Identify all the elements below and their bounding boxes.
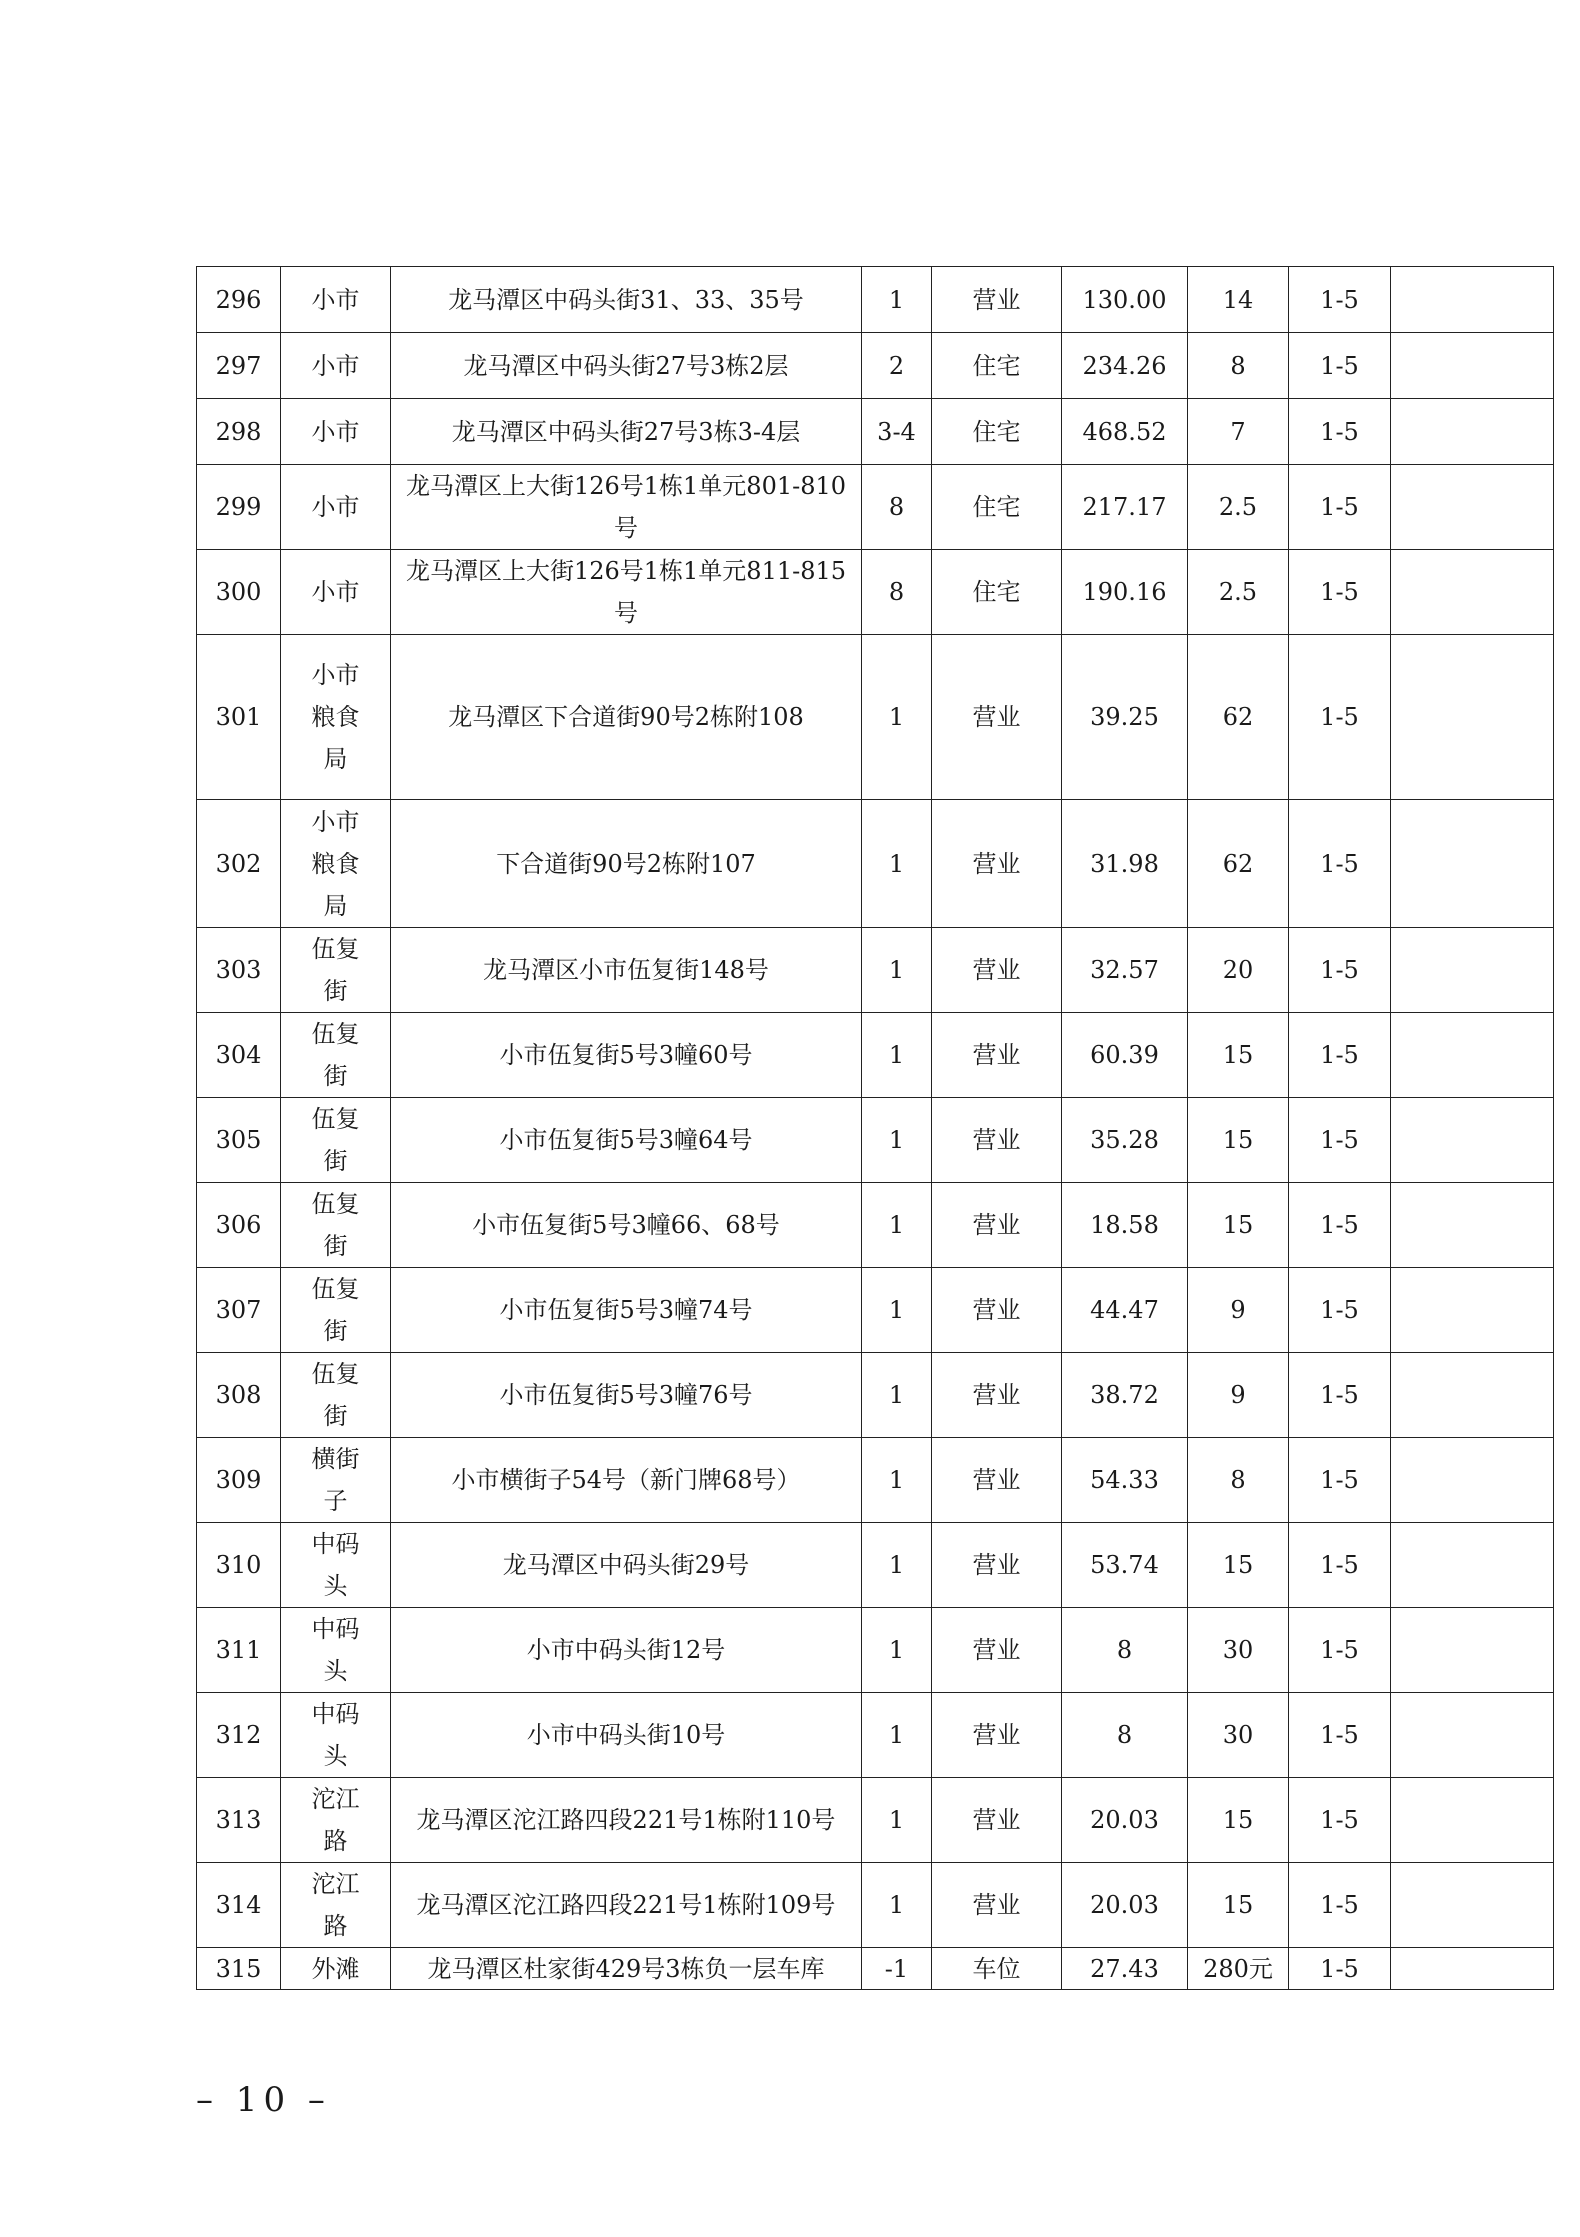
note-cell: [1391, 1863, 1554, 1948]
term-cell: 1-5: [1289, 1608, 1391, 1693]
address-cell: 小市伍复街5号3幢74号: [391, 1268, 862, 1353]
use-cell: 营业: [932, 1608, 1062, 1693]
size-cell: 39.25: [1062, 635, 1188, 800]
serial-cell: 311: [197, 1608, 281, 1693]
serial-cell: 304: [197, 1013, 281, 1098]
price-cell: 15: [1188, 1013, 1289, 1098]
term-cell: 1-5: [1289, 1013, 1391, 1098]
size-cell: 18.58: [1062, 1183, 1188, 1268]
area-cell: 小市: [281, 399, 391, 465]
floor-cell: 1: [862, 1353, 932, 1438]
serial-cell: 310: [197, 1523, 281, 1608]
area-cell: 小市: [281, 333, 391, 399]
note-cell: [1391, 1438, 1554, 1523]
note-cell: [1391, 333, 1554, 399]
table-row: [197, 1608, 1554, 1693]
note-cell: [1391, 1523, 1554, 1608]
use-cell: 营业: [932, 1183, 1062, 1268]
price-cell: 280元: [1188, 1948, 1289, 1990]
floor-cell: 1: [862, 1098, 932, 1183]
floor-cell: 1: [862, 1863, 932, 1948]
floor-cell: 2: [862, 333, 932, 399]
address-cell: 龙马潭区中码头街27号3栋3-4层: [391, 399, 862, 465]
floor-cell: 8: [862, 550, 932, 635]
page-number: – 10 –: [196, 2080, 331, 2120]
size-cell: 54.33: [1062, 1438, 1188, 1523]
serial-cell: 308: [197, 1353, 281, 1438]
floor-cell: 1: [862, 800, 932, 928]
use-cell: 营业: [932, 800, 1062, 928]
term-cell: 1-5: [1289, 1863, 1391, 1948]
use-cell: 营业: [932, 1863, 1062, 1948]
size-cell: 35.28: [1062, 1098, 1188, 1183]
area-cell: 沱江路: [281, 1863, 391, 1948]
term-cell: 1-5: [1289, 1098, 1391, 1183]
use-cell: 住宅: [932, 399, 1062, 465]
serial-cell: 306: [197, 1183, 281, 1268]
serial-cell: 299: [197, 465, 281, 550]
area-cell: 小市粮食局: [281, 800, 391, 928]
note-cell: [1391, 1183, 1554, 1268]
price-cell: 8: [1188, 1438, 1289, 1523]
note-cell: [1391, 550, 1554, 635]
table-row: [197, 267, 1554, 333]
address-cell: 龙马潭区中码头街29号: [391, 1523, 862, 1608]
table-row: [197, 1523, 1554, 1608]
price-cell: 15: [1188, 1863, 1289, 1948]
table-row: [197, 1098, 1554, 1183]
size-cell: 130.00: [1062, 267, 1188, 333]
term-cell: 1-5: [1289, 1523, 1391, 1608]
table-row: [197, 800, 1554, 928]
serial-cell: 315: [197, 1948, 281, 1990]
address-cell: 龙马潭区中码头街27号3栋2层: [391, 333, 862, 399]
price-cell: 14: [1188, 267, 1289, 333]
price-cell: 2.5: [1188, 550, 1289, 635]
use-cell: 住宅: [932, 333, 1062, 399]
area-cell: 伍复街: [281, 928, 391, 1013]
area-cell: 伍复街: [281, 1098, 391, 1183]
size-cell: 190.16: [1062, 550, 1188, 635]
price-cell: 62: [1188, 800, 1289, 928]
serial-cell: 303: [197, 928, 281, 1013]
address-cell: 下合道街90号2栋附107: [391, 800, 862, 928]
property-table: [196, 266, 1554, 1990]
serial-cell: 309: [197, 1438, 281, 1523]
note-cell: [1391, 928, 1554, 1013]
size-cell: 8: [1062, 1693, 1188, 1778]
size-cell: 468.52: [1062, 399, 1188, 465]
size-cell: 44.47: [1062, 1268, 1188, 1353]
floor-cell: 1: [862, 635, 932, 800]
term-cell: 1-5: [1289, 550, 1391, 635]
price-cell: 7: [1188, 399, 1289, 465]
size-cell: 32.57: [1062, 928, 1188, 1013]
term-cell: 1-5: [1289, 800, 1391, 928]
table-row: [197, 333, 1554, 399]
area-cell: 小市粮食局: [281, 635, 391, 800]
use-cell: 营业: [932, 1438, 1062, 1523]
use-cell: 营业: [932, 1693, 1062, 1778]
area-cell: 外滩: [281, 1948, 391, 1990]
address-cell: 龙马潭区上大街126号1栋1单元811-815号: [391, 550, 862, 635]
size-cell: 234.26: [1062, 333, 1188, 399]
note-cell: [1391, 1778, 1554, 1863]
price-cell: 20: [1188, 928, 1289, 1013]
serial-cell: 307: [197, 1268, 281, 1353]
use-cell: 营业: [932, 1098, 1062, 1183]
price-cell: 15: [1188, 1098, 1289, 1183]
table-row: [197, 1268, 1554, 1353]
table-row: [197, 399, 1554, 465]
note-cell: [1391, 1098, 1554, 1183]
area-cell: 伍复街: [281, 1353, 391, 1438]
use-cell: 营业: [932, 267, 1062, 333]
area-cell: 沱江路: [281, 1778, 391, 1863]
term-cell: 1-5: [1289, 1268, 1391, 1353]
note-cell: [1391, 1948, 1554, 1990]
area-cell: 中码头: [281, 1523, 391, 1608]
area-cell: 横街子: [281, 1438, 391, 1523]
table-row: [197, 1353, 1554, 1438]
size-cell: 60.39: [1062, 1013, 1188, 1098]
note-cell: [1391, 1268, 1554, 1353]
use-cell: 住宅: [932, 550, 1062, 635]
size-cell: 217.17: [1062, 465, 1188, 550]
use-cell: 营业: [932, 1353, 1062, 1438]
size-cell: 38.72: [1062, 1353, 1188, 1438]
term-cell: 1-5: [1289, 1948, 1391, 1990]
table-row: [197, 1013, 1554, 1098]
address-cell: 小市横街子54号（新门牌68号）: [391, 1438, 862, 1523]
price-cell: 15: [1188, 1183, 1289, 1268]
address-cell: 龙马潭区中码头街31、33、35号: [391, 267, 862, 333]
price-cell: 30: [1188, 1608, 1289, 1693]
table-row: [197, 1948, 1554, 1990]
floor-cell: 1: [862, 1778, 932, 1863]
price-cell: 2.5: [1188, 465, 1289, 550]
table-body: [197, 267, 1554, 1990]
table-row: [197, 928, 1554, 1013]
floor-cell: 1: [862, 267, 932, 333]
floor-cell: 1: [862, 1608, 932, 1693]
use-cell: 营业: [932, 928, 1062, 1013]
term-cell: 1-5: [1289, 267, 1391, 333]
address-cell: 小市伍复街5号3幢64号: [391, 1098, 862, 1183]
table-row: [197, 1693, 1554, 1778]
use-cell: 住宅: [932, 465, 1062, 550]
size-cell: 8: [1062, 1608, 1188, 1693]
size-cell: 20.03: [1062, 1863, 1188, 1948]
term-cell: 1-5: [1289, 1778, 1391, 1863]
price-cell: 15: [1188, 1778, 1289, 1863]
address-cell: 龙马潭区沱江路四段221号1栋附110号: [391, 1778, 862, 1863]
area-cell: 伍复街: [281, 1183, 391, 1268]
address-cell: 小市伍复街5号3幢60号: [391, 1013, 862, 1098]
address-cell: 小市伍复街5号3幢76号: [391, 1353, 862, 1438]
area-cell: 伍复街: [281, 1268, 391, 1353]
table-row: [197, 1438, 1554, 1523]
use-cell: 营业: [932, 1523, 1062, 1608]
note-cell: [1391, 1353, 1554, 1438]
floor-cell: 1: [862, 1183, 932, 1268]
area-cell: 伍复街: [281, 1013, 391, 1098]
address-cell: 小市中码头街12号: [391, 1608, 862, 1693]
price-cell: 30: [1188, 1693, 1289, 1778]
address-cell: 小市中码头街10号: [391, 1693, 862, 1778]
floor-cell: 8: [862, 465, 932, 550]
term-cell: 1-5: [1289, 465, 1391, 550]
size-cell: 27.43: [1062, 1948, 1188, 1990]
term-cell: 1-5: [1289, 1693, 1391, 1778]
term-cell: 1-5: [1289, 1353, 1391, 1438]
floor-cell: -1: [862, 1948, 932, 1990]
table-row: [197, 635, 1554, 800]
serial-cell: 297: [197, 333, 281, 399]
area-cell: 小市: [281, 267, 391, 333]
floor-cell: 1: [862, 1438, 932, 1523]
price-cell: 8: [1188, 333, 1289, 399]
note-cell: [1391, 1693, 1554, 1778]
serial-cell: 302: [197, 800, 281, 928]
term-cell: 1-5: [1289, 635, 1391, 800]
table-row: [197, 1863, 1554, 1948]
note-cell: [1391, 465, 1554, 550]
note-cell: [1391, 635, 1554, 800]
term-cell: 1-5: [1289, 1183, 1391, 1268]
area-cell: 小市: [281, 550, 391, 635]
floor-cell: 1: [862, 1693, 932, 1778]
serial-cell: 300: [197, 550, 281, 635]
address-cell: 龙马潭区沱江路四段221号1栋附109号: [391, 1863, 862, 1948]
price-cell: 62: [1188, 635, 1289, 800]
serial-cell: 305: [197, 1098, 281, 1183]
address-cell: 小市伍复街5号3幢66、68号: [391, 1183, 862, 1268]
serial-cell: 312: [197, 1693, 281, 1778]
note-cell: [1391, 267, 1554, 333]
use-cell: 营业: [932, 635, 1062, 800]
price-cell: 15: [1188, 1523, 1289, 1608]
note-cell: [1391, 1013, 1554, 1098]
table-row: [197, 1183, 1554, 1268]
serial-cell: 301: [197, 635, 281, 800]
area-cell: 中码头: [281, 1608, 391, 1693]
table-row: [197, 550, 1554, 635]
term-cell: 1-5: [1289, 399, 1391, 465]
size-cell: 31.98: [1062, 800, 1188, 928]
serial-cell: 313: [197, 1778, 281, 1863]
floor-cell: 3-4: [862, 399, 932, 465]
price-cell: 9: [1188, 1353, 1289, 1438]
table-row: [197, 465, 1554, 550]
use-cell: 营业: [932, 1013, 1062, 1098]
use-cell: 车位: [932, 1948, 1062, 1990]
term-cell: 1-5: [1289, 333, 1391, 399]
floor-cell: 1: [862, 928, 932, 1013]
size-cell: 53.74: [1062, 1523, 1188, 1608]
floor-cell: 1: [862, 1523, 932, 1608]
use-cell: 营业: [932, 1268, 1062, 1353]
address-cell: 龙马潭区杜家街429号3栋负一层车库: [391, 1948, 862, 1990]
table-row: [197, 1778, 1554, 1863]
floor-cell: 1: [862, 1013, 932, 1098]
note-cell: [1391, 1608, 1554, 1693]
area-cell: 小市: [281, 465, 391, 550]
serial-cell: 296: [197, 267, 281, 333]
address-cell: 龙马潭区下合道街90号2栋附108: [391, 635, 862, 800]
area-cell: 中码头: [281, 1693, 391, 1778]
serial-cell: 314: [197, 1863, 281, 1948]
serial-cell: 298: [197, 399, 281, 465]
floor-cell: 1: [862, 1268, 932, 1353]
address-cell: 龙马潭区上大街126号1栋1单元801-810号: [391, 465, 862, 550]
size-cell: 20.03: [1062, 1778, 1188, 1863]
note-cell: [1391, 399, 1554, 465]
price-cell: 9: [1188, 1268, 1289, 1353]
note-cell: [1391, 800, 1554, 928]
term-cell: 1-5: [1289, 1438, 1391, 1523]
use-cell: 营业: [932, 1778, 1062, 1863]
address-cell: 龙马潭区小市伍复街148号: [391, 928, 862, 1013]
term-cell: 1-5: [1289, 928, 1391, 1013]
